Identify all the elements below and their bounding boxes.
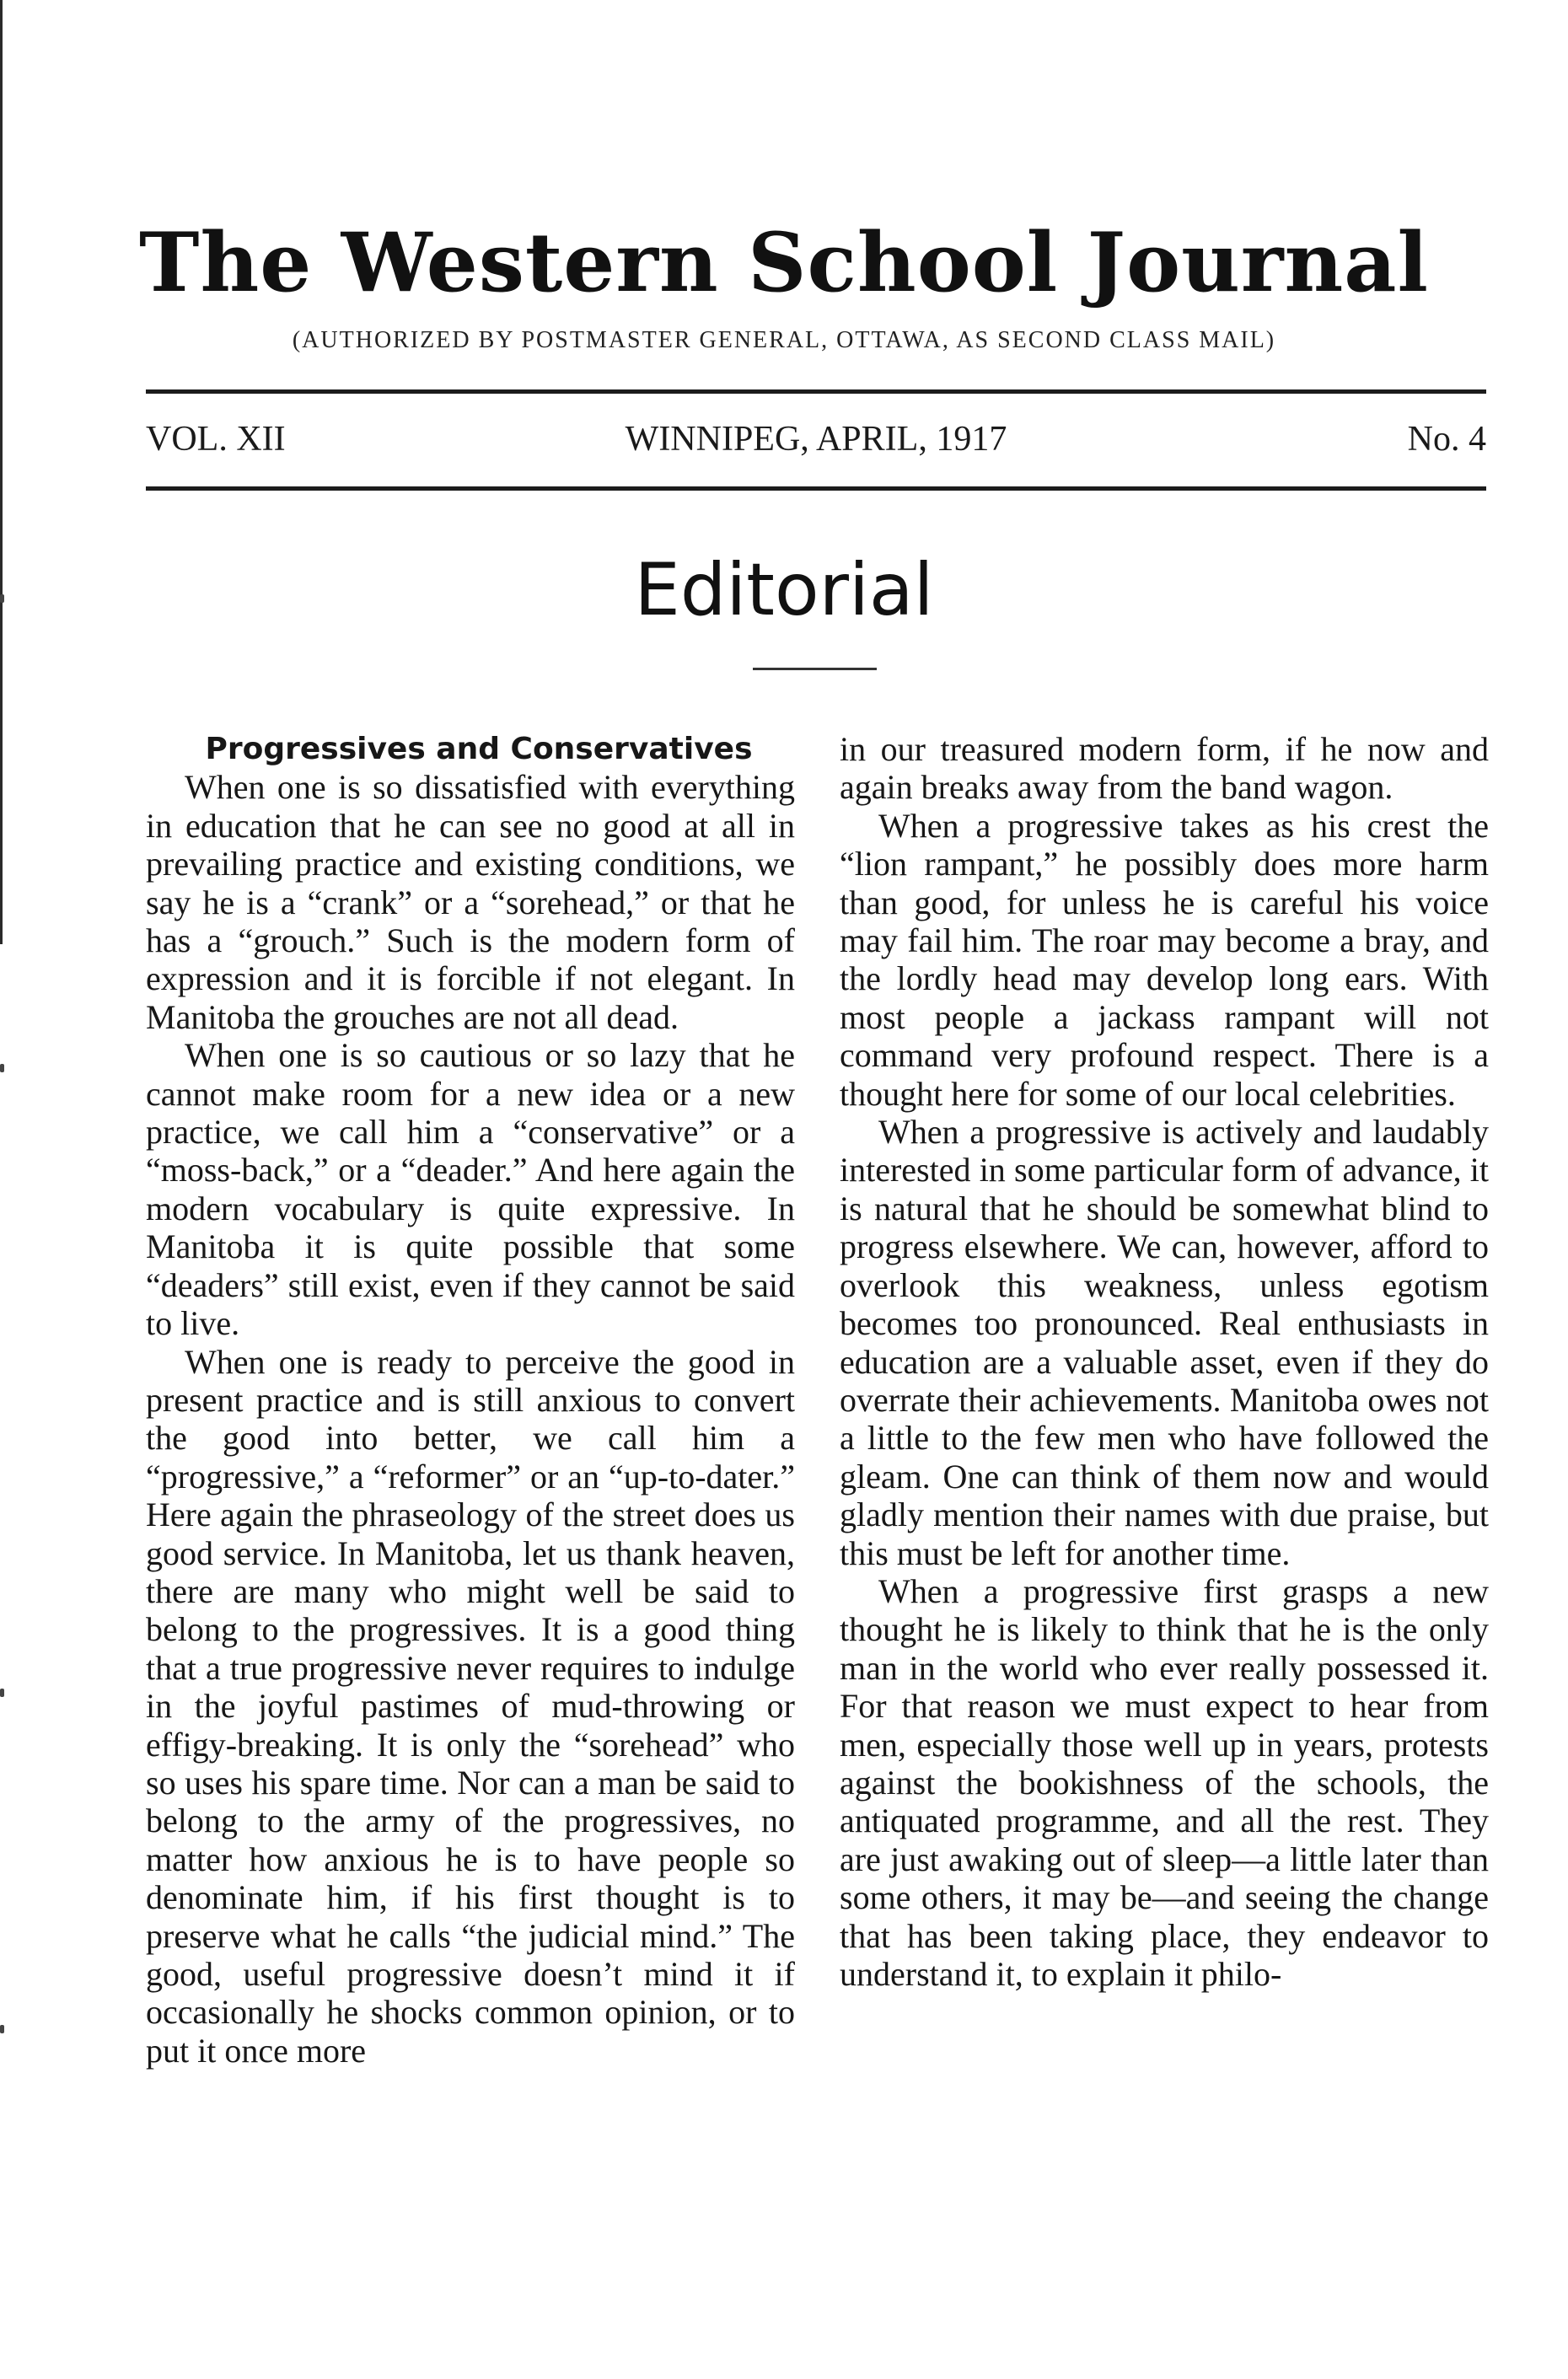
scan-edge: [0, 0, 3, 944]
article-paragraph: When one is so cautious or so lazy that he cannot make room for a new idea or a new practice, we call him a “conservative” or a “moss-back,” or a “deader.” And here again the modern vocabulary is quite expressive. In Manitoba it is quite possible that some “deaders” still exist, even if they cannot be said to live.: [146, 1036, 795, 1343]
scan-speck: [0, 1689, 4, 1697]
volume-label: VOL. XII: [146, 420, 286, 459]
mail-authorization: (AUTHORIZED BY POSTMASTER GENERAL, OTTAWA, AS SECOND CLASS MAIL): [292, 327, 1276, 353]
section-divider: [753, 668, 877, 670]
article-paragraph: When a progressive first grasps a new thought he is likely to think that he is the only man in the world who ever really possessed it. For that reason we must expect to hear from men, especially those well up in years, protests against the bookishness of the schools, the antiquated programme, and all the rest. They are just awaking out of sleep—a little later than some others, it may be—and seeing the change that has been taking place, they endeavor to understand it, to explain it philo-: [840, 1571, 1489, 1993]
article-continuation: in our treasured modern form, if he now and again breaks away from the band wagon.: [840, 730, 1489, 807]
issue-header: [146, 419, 1486, 461]
article-heading: Progressives and Conservatives: [205, 732, 753, 766]
scan-speck: [0, 1064, 4, 1072]
header-bottom-rule: [146, 486, 1486, 491]
article-column-left: [146, 730, 795, 2070]
issue-number: No. 4: [1407, 420, 1486, 459]
article-paragraph: When a progressive takes as his crest the “lion rampant,” he possibly does more harm than good, for unless he is careful his voice may fail him. The roar may become a bray, and the lordly head may develop long ears. With most people a jackass rampant will not command very profound respect. There is a thought here for some of our local celebrities.: [840, 806, 1489, 1113]
article-paragraph: When a progressive is actively and laudably interested in some particular form of advance, it is natural that he should be somewhat blind to progress elsewhere. We can, however, afford to overlook this weakness, unless egotism becomes too pronounced. Real enthusiasts in education are a valuable asset, even if they do overrate their achievements. Manitoba owes not a little to the few men who have followed the gleam. One can think of them now and would gladly mention their names with due praise, but this must be left for another time.: [840, 1113, 1489, 1572]
article-paragraph: When one is ready to perceive the good in present practice and is still anxious to convert the good into better, we call him a “progressive,” a “reformer” or an “up-to-dater.” Here again the phraseology of the street does us good service. In Manitoba, let us thank heaven, there are many who might well be said to belong to the progressives. It is a good thing that a true progressive never requires to indulge in the joyful pastimes of mud-throwing or effigy-breaking. It is only the “sorehead” who so uses his spare time. Nor can a man be said to belong to the army of the progressives, no matter how anxious he is to have people so denominate him, if his first thought is to preserve what he calls “the judicial mind.” The good, useful progressive doesn’t mind it if occasionally he shocks common opinion, or to put it once more: [146, 1342, 795, 2070]
scan-speck: [0, 594, 4, 603]
section-title: Editorial: [634, 548, 934, 632]
header-top-rule: [146, 389, 1486, 394]
article-column-right: [840, 730, 1489, 1993]
journal-title: The Western School Journal: [139, 215, 1429, 310]
dateline: WINNIPEG, APRIL, 1917: [625, 420, 1007, 459]
scan-speck: [0, 2025, 4, 2033]
article-paragraph: When one is so dissatisfied with everything in education that he can see no good at all in prevailing practice and existing conditions, we say he is a “crank” or a “sorehead,” or that he has a “grouch.” Such is the modern form of expression and it is forcible if not elegant. In Manitoba the grouches are not all dead.: [146, 768, 795, 1036]
